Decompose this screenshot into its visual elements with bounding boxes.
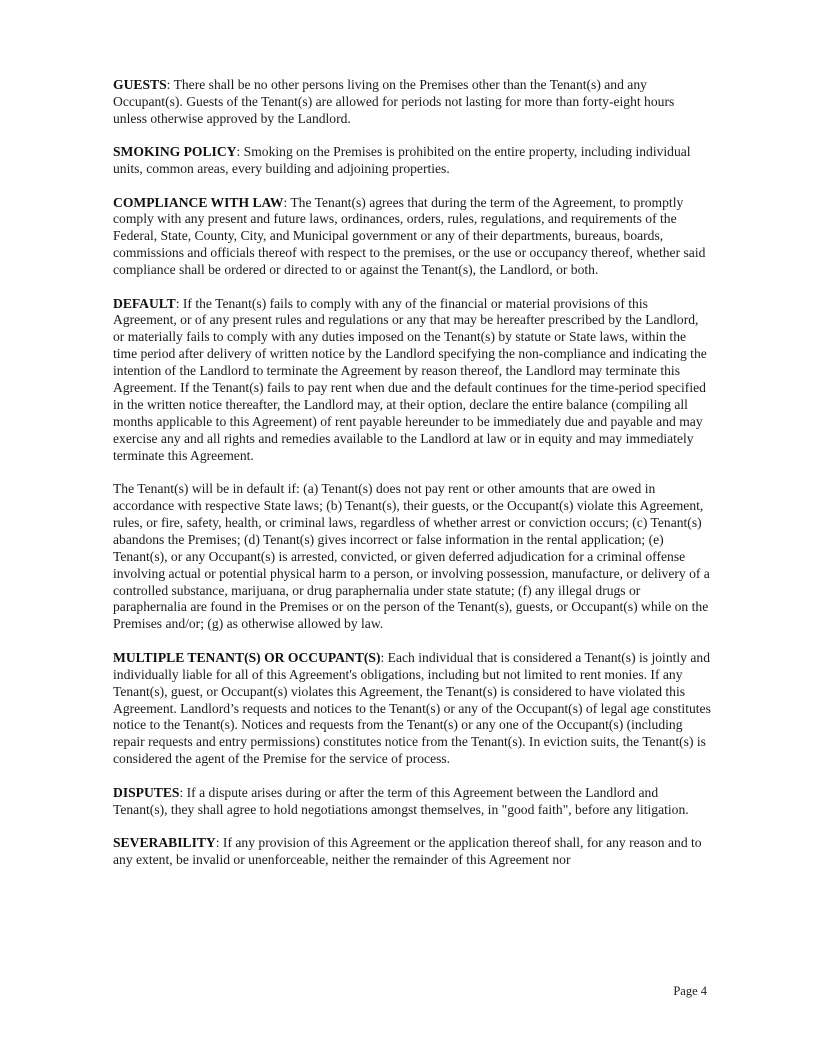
disputes-clause: [113, 785, 711, 819]
disputes-text: : If a dispute arises during or after the term of this Agreement between the Landlord and Tenant(s), they shall agree to hold negotiations amongst themselves, in "good faith", before any litigation.: [113, 784, 689, 817]
page-number: Page 4: [673, 984, 707, 998]
guests-heading: GUESTS: [113, 77, 167, 92]
default-text: : If the Tenant(s) fails to comply with any of the financial or material provisions of this Agreement, or of any present rules and regulations or any that may be hereafter prescribed by the Landlord, or materially fails to comply with any duties imposed on the Tenant(s) by statute or State laws, within the time period after delivery of written notice by the Landlord specifying the non-compliance and indicating the intention of the Landlord to terminate the Agreement by reason thereof, the Landlord may terminate this Agreement. If the Tenant(s) fails to pay rent when due and the default continues for the time-period specified in the written notice thereafter, the Landlord may, at their option, declare the entire balance (compiling all months applicable to this Agreement) of rent payable hereunder to be immediately due and payable and may exercise any and all rights and remedies available to the Landlord at law or in equity and may immediately terminate this Agreement.: [113, 295, 707, 463]
multiple-tenants-clause: [113, 650, 711, 768]
guests-text: : There shall be no other persons living on the Premises other than the Tenant(s) and any Occupant(s). Guests of the Tenant(s) are allowed for periods not lasting for more than forty-eight hours unless otherwise approved by the Landlord.: [113, 77, 675, 126]
smoking-policy-text: : Smoking on the Premises is prohibited on the entire property, including individual units, common areas, every building and adjoining properties.: [113, 144, 691, 177]
disputes-heading: DISPUTES: [113, 784, 180, 800]
default-conditions-text: The Tenant(s) will be in default if: (a) Tenant(s) does not pay rent or other amounts that are owed in accordance with respective State laws; (b) Tenant(s), their guests, or the Occupant(s) violate this Agreement, rules, or fire, safety, health, or criminal laws, regardless of whether arrest or conviction occurs; (c) Tenant(s) abandons the Premises; (d) Tenant(s) gives incorrect or false information in the rental application; (e) Tenant(s), or any Occupant(s) is arrested, convicted, or given deferred adjudication for a criminal offense involving actual or potential physical harm to a person, or involving possession, manufacture, or delivery of a controlled substance, marijuana, or drug paraphernalia under state statute; (f) any illegal drugs or paraphernalia are found in the Premises or on the person of the Tenant(s), guests, or Occupant(s) while on the Premises and/or; (g) as otherwise allowed by law.: [113, 481, 710, 632]
default-heading: DEFAULT: [113, 295, 176, 311]
document-body: [113, 77, 711, 885]
compliance-with-law-heading: COMPLIANCE WITH LAW: [113, 194, 284, 210]
severability-text: : If any provision of this Agreement or the application thereof shall, for any reason and to any extent, be invalid or unenforceable, neither the remainder of this Agreement nor: [113, 834, 702, 867]
default-conditions-clause: [113, 481, 711, 633]
compliance-with-law-clause: [113, 195, 711, 280]
smoking-policy-heading: SMOKING POLICY: [113, 144, 237, 160]
smoking-policy-clause: [113, 144, 711, 178]
severability-heading: SEVERABILITY: [113, 834, 216, 850]
multiple-tenants-heading: MULTIPLE TENANT(S) OR OCCUPANT(S): [113, 649, 381, 665]
severability-clause: [113, 835, 711, 869]
multiple-tenants-text: : Each individual that is considered a Tenant(s) is jointly and individually liable for all of this Agreement's obligations, including but not limited to rent monies. If any Tenant(s), guest, or Occupant(s) violates this Agreement, the Tenant(s) is considered to have violated this Agreement. Landlord’s requests and notices to the Tenant(s) or any of the Occupant(s) of legal age constitutes notice to the Tenant(s). Notices and requests from the Tenant(s) or any one of the Occupant(s) (including repair requests and entry permissions) constitutes notice from the Tenant(s). In eviction suits, the Tenant(s) is considered the agent of the Premise for the service of process.: [113, 649, 711, 767]
compliance-with-law-text: : The Tenant(s) agrees that during the term of the Agreement, to promptly comply with any present and future laws, ordinances, orders, rules, regulations, and requirements of the Federal, State, County, City, and Municipal government or any of their departments, bureaus, boards, commissions and officials thereof with respect to the premises, or the use or occupancy thereof, whether said compliance shall be ordered or directed to or against the Tenant(s), the Landlord, or both.: [113, 194, 706, 278]
guests-clause: [113, 77, 711, 128]
default-clause: [113, 296, 711, 465]
